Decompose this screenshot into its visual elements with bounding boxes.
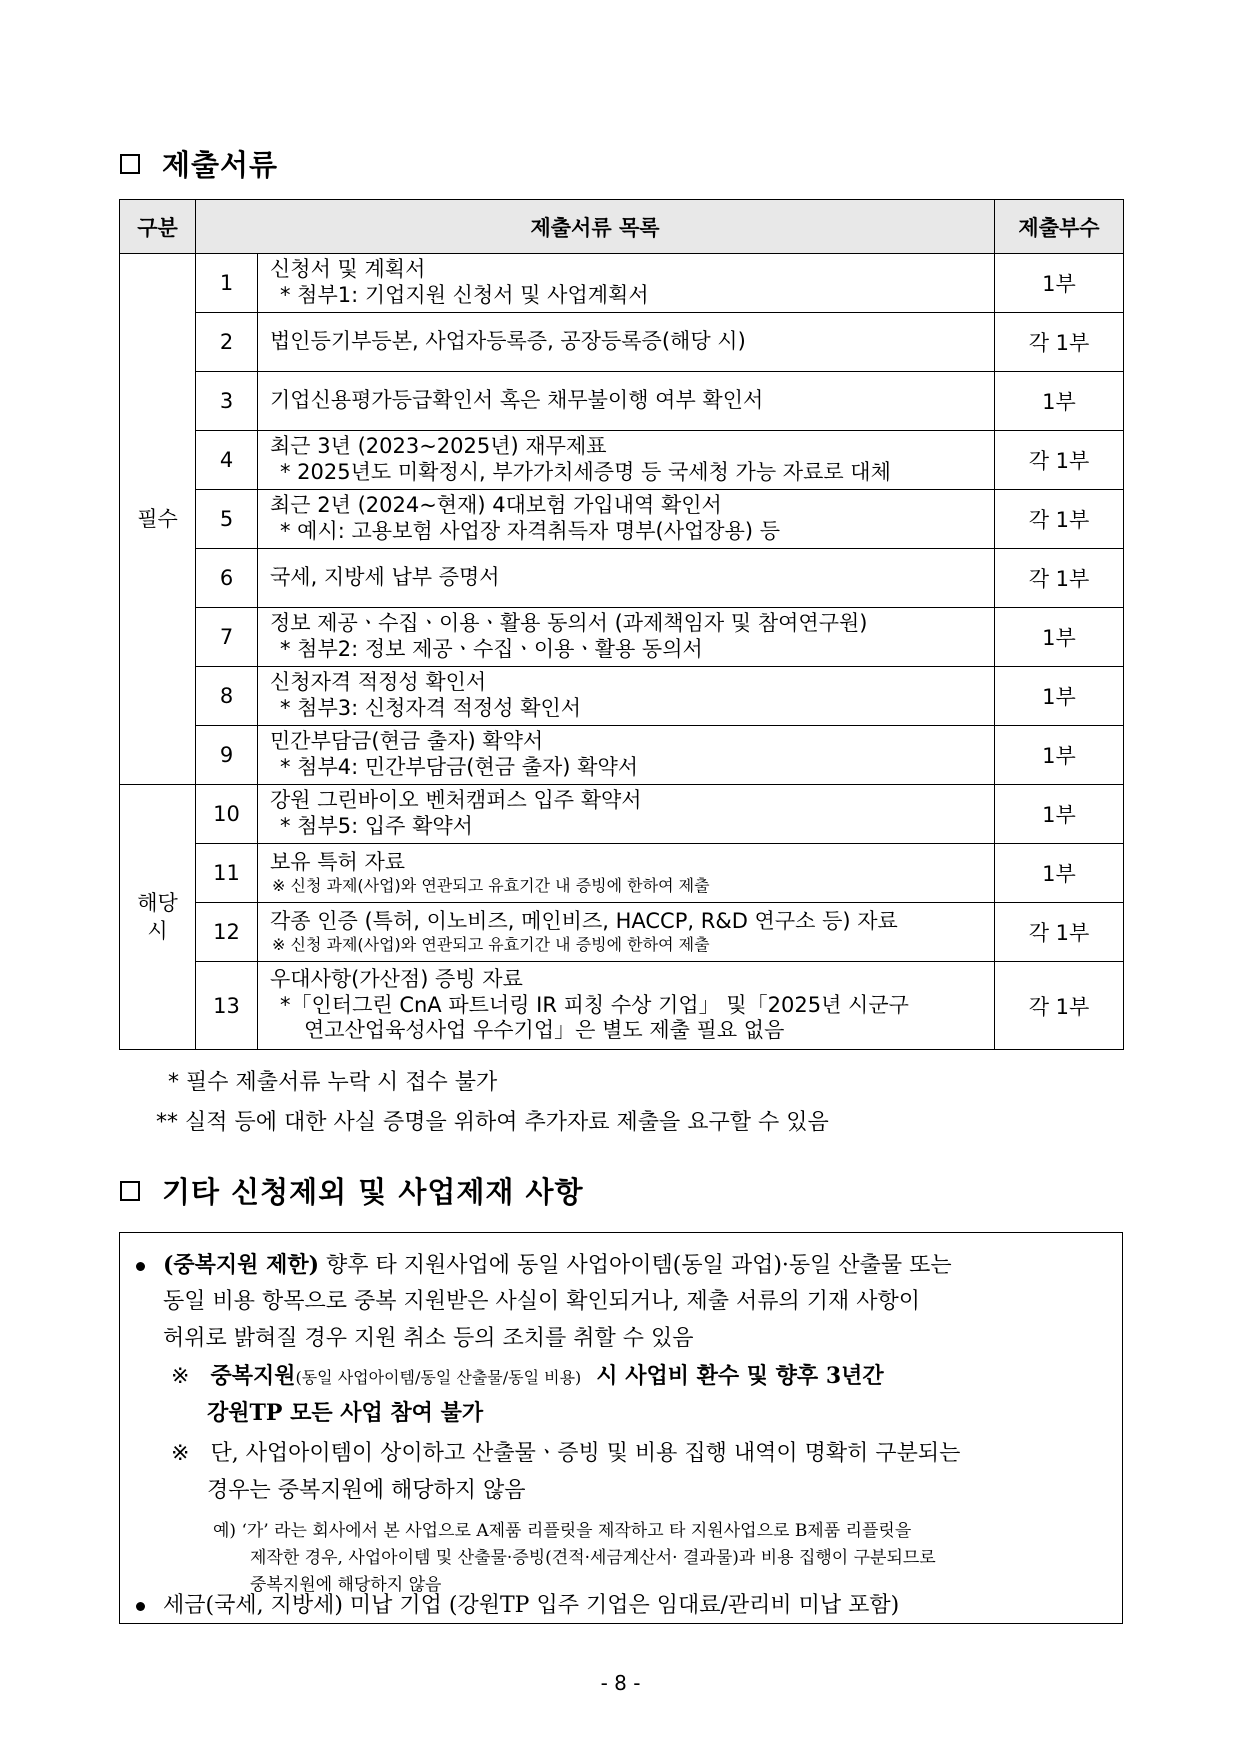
row-item	[258, 254, 995, 313]
row-item	[258, 372, 995, 431]
row-item	[258, 431, 995, 490]
note-bold: 중복지원	[210, 1363, 296, 1389]
item-main: 우대사항(가산점) 증빙 자료	[270, 967, 523, 992]
row-number: 6	[196, 549, 258, 608]
row-copies: 1부	[995, 726, 1124, 785]
item-main: 신청자격 적정성 확인서	[270, 670, 487, 695]
footnote-required: * 필수 제출서류 누락 시 접수 불가	[168, 1070, 498, 1095]
table-row	[120, 372, 1124, 431]
category-required: 필수	[120, 254, 196, 785]
footnote-additional: ** 실적 등에 대한 사실 증명을 위하여 추가자료 제출을 요구할 수 있음	[156, 1110, 829, 1135]
checkbox-square-icon	[120, 154, 140, 174]
note-text-line: 강원TP 모든 사업 참여 불가	[207, 1400, 484, 1426]
row-number: 1	[196, 254, 258, 313]
row-item	[258, 903, 995, 962]
category-applicable-line1: 해당	[137, 890, 178, 915]
section-title-exclusions	[120, 1170, 584, 1211]
row-number: 7	[196, 608, 258, 667]
row-copies: 각 1부	[995, 431, 1124, 490]
table-header-row	[120, 200, 1124, 254]
note-text-line: 경우는 중복지원에 해당하지 않음	[207, 1478, 526, 1503]
row-item	[258, 844, 995, 903]
item-note: * 첨부1: 기업지원 신청서 및 사업계획서	[280, 283, 649, 307]
table-row	[120, 785, 1124, 844]
note-duplicate-penalty	[171, 1359, 884, 1390]
item-main: 보유 특허 자료	[270, 850, 406, 875]
row-item	[258, 667, 995, 726]
row-copies: 각 1부	[995, 903, 1124, 962]
row-copies: 각 1부	[995, 549, 1124, 608]
row-copies: 1부	[995, 785, 1124, 844]
row-item	[258, 608, 995, 667]
documents-table	[119, 199, 1124, 1050]
row-copies: 각 1부	[995, 490, 1124, 549]
row-number: 3	[196, 372, 258, 431]
row-copies: 1부	[995, 667, 1124, 726]
item-note: * 첨부5: 입주 확약서	[280, 814, 473, 838]
row-copies: 각 1부	[995, 313, 1124, 372]
item-note: * 2025년도 미확정시, 부가가치세증명 등 국세청 가능 자료로 대체	[280, 460, 891, 484]
section-title-documents	[120, 143, 278, 184]
table-row	[120, 844, 1124, 903]
bullet-text-line: 허위로 밝혀질 경우 지원 취소 등의 조치를 취할 수 있음	[163, 1326, 694, 1351]
row-item	[258, 962, 995, 1050]
item-note-continued: 연고산업육성사업 우수기업」은 별도 제출 필요 없음	[304, 1018, 785, 1043]
note-small: (동일 사업아이템/동일 산출물/동일 비용)	[295, 1368, 582, 1387]
rules-box	[119, 1232, 1123, 1624]
item-main: 강원 그린바이오 벤처캠퍼스 입주 확약서	[270, 788, 642, 813]
table-row	[120, 490, 1124, 549]
table-row	[120, 431, 1124, 490]
row-number: 13	[196, 962, 258, 1050]
note-text: 단, 사업아이템이 상이하고 산출물ㆍ증빙 및 비용 집행 내역이 명확히 구분되는	[210, 1441, 961, 1466]
table-row	[120, 962, 1124, 1050]
category-applicable-line2: 시	[147, 919, 168, 943]
example-line: 중복지원에 해당하지 않음	[250, 1575, 442, 1595]
bullet-text: 세금(국세, 지방세) 미납 기업 (강원TP 입주 기업은 임대료/관리비 미납 포함)	[163, 1593, 900, 1618]
row-item	[258, 726, 995, 785]
table-row	[120, 726, 1124, 785]
item-main: 법인등기부등본, 사업자등록증, 공장등록증(해당 시)	[270, 329, 746, 354]
table-row	[120, 667, 1124, 726]
row-item	[258, 785, 995, 844]
table-row	[120, 254, 1124, 313]
item-main: 민간부담금(현금 출자) 확약서	[270, 729, 544, 754]
row-item	[258, 313, 995, 372]
row-copies: 1부	[995, 372, 1124, 431]
item-note: * 첨부3: 신청자격 적정성 확인서	[280, 696, 582, 720]
row-number: 9	[196, 726, 258, 785]
item-main: 최근 2년 (2024~현재) 4대보험 가입내역 확인서	[270, 493, 722, 518]
item-main: 최근 3년 (2023~2025년) 재무제표	[270, 434, 607, 459]
row-item	[258, 490, 995, 549]
bullet-text-line: 동일 비용 항목으로 중복 지원받은 사실이 확인되거나, 제출 서류의 기재 사항이	[163, 1289, 920, 1314]
bullet-dot-icon	[136, 1602, 145, 1611]
item-main: 기업신용평가등급확인서 혹은 채무불이행 여부 확인서	[270, 388, 764, 413]
row-copies: 1부	[995, 608, 1124, 667]
page-number: - 8 -	[600, 1671, 641, 1695]
header-copies: 제출부수	[995, 200, 1124, 254]
row-number: 11	[196, 844, 258, 903]
row-item	[258, 549, 995, 608]
table-row	[120, 313, 1124, 372]
row-copies: 각 1부	[995, 962, 1124, 1050]
header-category: 구분	[120, 200, 196, 254]
bullet-duplicate-support	[136, 1248, 952, 1279]
table-row	[120, 549, 1124, 608]
category-applicable	[120, 785, 196, 1050]
row-copies: 1부	[995, 254, 1124, 313]
bullet-dot-icon	[136, 1262, 145, 1271]
item-main: 신청서 및 계획서	[270, 257, 426, 282]
header-list: 제출서류 목록	[196, 200, 995, 254]
bullet-text: 향후 타 지원사업에 동일 사업아이템(동일 과업)·동일 산출물 또는	[326, 1253, 952, 1278]
item-main: 국세, 지방세 납부 증명서	[270, 565, 500, 590]
row-number: 12	[196, 903, 258, 962]
row-number: 10	[196, 785, 258, 844]
item-main: 정보 제공ㆍ수집ㆍ이용ㆍ활용 동의서 (과제책임자 및 참여연구원)	[270, 611, 868, 636]
table-row	[120, 903, 1124, 962]
item-main: 각종 인증 (특허, 이노비즈, 메인비즈, HACCP, R&D 연구소 등) 자료	[270, 909, 898, 934]
bullet-tax-arrears	[136, 1588, 899, 1619]
note-mark: ※	[171, 1364, 190, 1389]
item-note: ※ 신청 과제(사업)와 연관되고 유효기간 내 증빙에 한하여 제출	[272, 876, 710, 896]
row-copies: 1부	[995, 844, 1124, 903]
checkbox-square-icon	[120, 1181, 140, 1201]
table-row	[120, 608, 1124, 667]
item-note: ※ 신청 과제(사업)와 연관되고 유효기간 내 증빙에 한하여 제출	[272, 935, 710, 955]
row-number: 4	[196, 431, 258, 490]
item-note: *「인터그린 CnA 파트너링 IR 피칭 수상 기업」 및「2025년 시군구	[280, 992, 909, 1017]
example-line: 예) ‘가’ 라는 회사에서 본 사업으로 A제품 리플릿을 제작하고 타 지원사업으로 B제품 리플릿을	[213, 1521, 912, 1541]
section-title-text: 제출서류	[162, 148, 279, 182]
note-mark: ※	[171, 1441, 190, 1466]
item-note: * 첨부2: 정보 제공ㆍ수집ㆍ이용ㆍ활용 동의서	[280, 637, 703, 661]
item-note: * 첨부4: 민간부담금(현금 출자) 확약서	[280, 755, 639, 779]
note-bold: 시 사업비 환수 및 향후 3년간	[596, 1363, 884, 1389]
row-number: 5	[196, 490, 258, 549]
section-title-text: 기타 신청제외 및 사업제재 사항	[162, 1175, 584, 1209]
row-number: 8	[196, 667, 258, 726]
note-exception	[171, 1436, 960, 1467]
item-note: * 예시: 고용보험 사업장 자격취득자 명부(사업장용) 등	[280, 519, 781, 543]
example-line: 제작한 경우, 사업아이템 및 산출물·증빙(견적·세금계산서· 결과물)과 비용 집행이 구분되므로	[250, 1548, 936, 1568]
bullet-label: (중복지원 제한)	[163, 1252, 319, 1278]
row-number: 2	[196, 313, 258, 372]
